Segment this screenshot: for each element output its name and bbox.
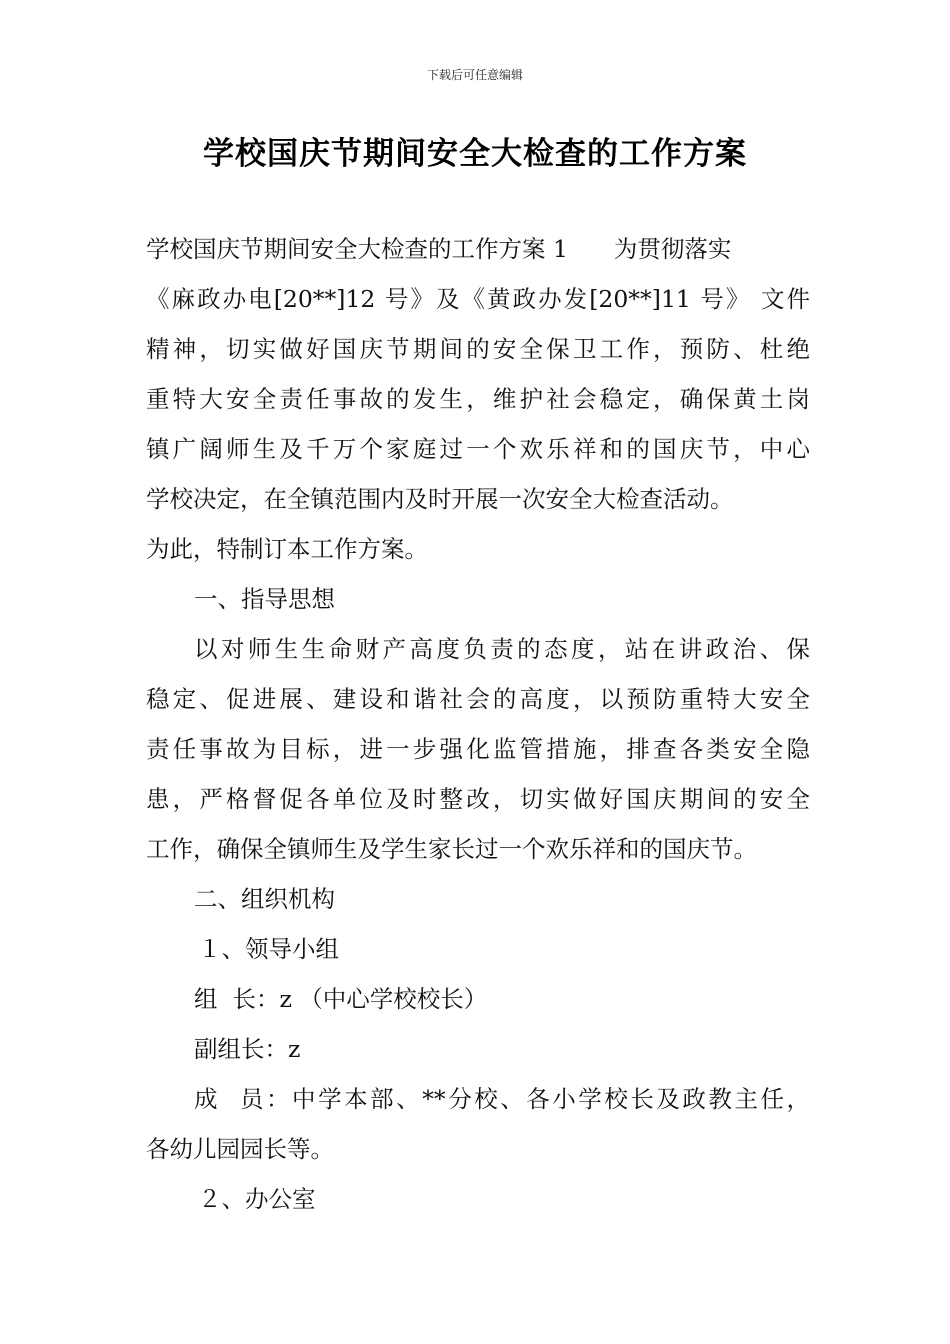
section-1-line-2: 稳定、促进展、建设和谐社会的高度，以预防重特大安全 [146,685,810,713]
group-leader: 组 长：z （中心学校校长） [194,985,488,1013]
intro-heading: 学校国庆节期间安全大检查的工作方案 1 [146,235,568,263]
intro-line-4: 重特大安全责任事故的发生，维护社会稳定，确保黄土岗 [146,385,810,413]
document-body [146,224,810,1224]
members-line-2: 各幼儿园园长等。 [146,1135,334,1163]
intro-line-7: 为此，特制订本工作方案。 [146,535,428,563]
section-1-line-4: 患，严格督促各单位及时整改，切实做好国庆期间的安全 [146,785,810,813]
section-1-line-3: 责任事故为目标，进一步强化监管措施，排查各类安全隐 [146,735,810,763]
intro-line-1 [146,224,810,274]
intro-line-5: 镇广阔师生及千万个家庭过一个欢乐祥和的国庆节，中心 [146,435,810,463]
intro-line-6: 学校决定，在全镇范围内及时开展一次安全大检查活动。 [146,485,734,513]
section-1-heading: 一、指导思想 [194,585,335,613]
intro-text: 为贯彻落实 [613,235,732,263]
section-1-line-1: 以对师生生命财产高度负责的态度，站在讲政治、保 [194,635,810,663]
document-title: 学校国庆节期间安全大检查的工作方案 [203,136,747,172]
members-line-1: 成 员：中学本部、**分校、各小学校长及政教主任， [194,1085,810,1113]
section-2-heading: 二、组织机构 [194,885,335,913]
deputy-leader: 副组长：z [194,1035,301,1063]
page-header-note: 下载后可任意编辑 [426,68,523,82]
subsection-leadership-group: １、领导小组 [198,935,339,963]
intro-line-3: 精神，切实做好国庆节期间的安全保卫工作，预防、杜绝 [146,335,810,363]
section-1-line-5: 工作，确保全镇师生及学生家长过一个欢乐祥和的国庆节。 [146,835,757,863]
intro-line-2: 《麻政办电[20**]12 号》及《黄政办发[20**]11 号》 文件 [146,285,810,313]
subsection-office: ２、办公室 [198,1185,316,1213]
